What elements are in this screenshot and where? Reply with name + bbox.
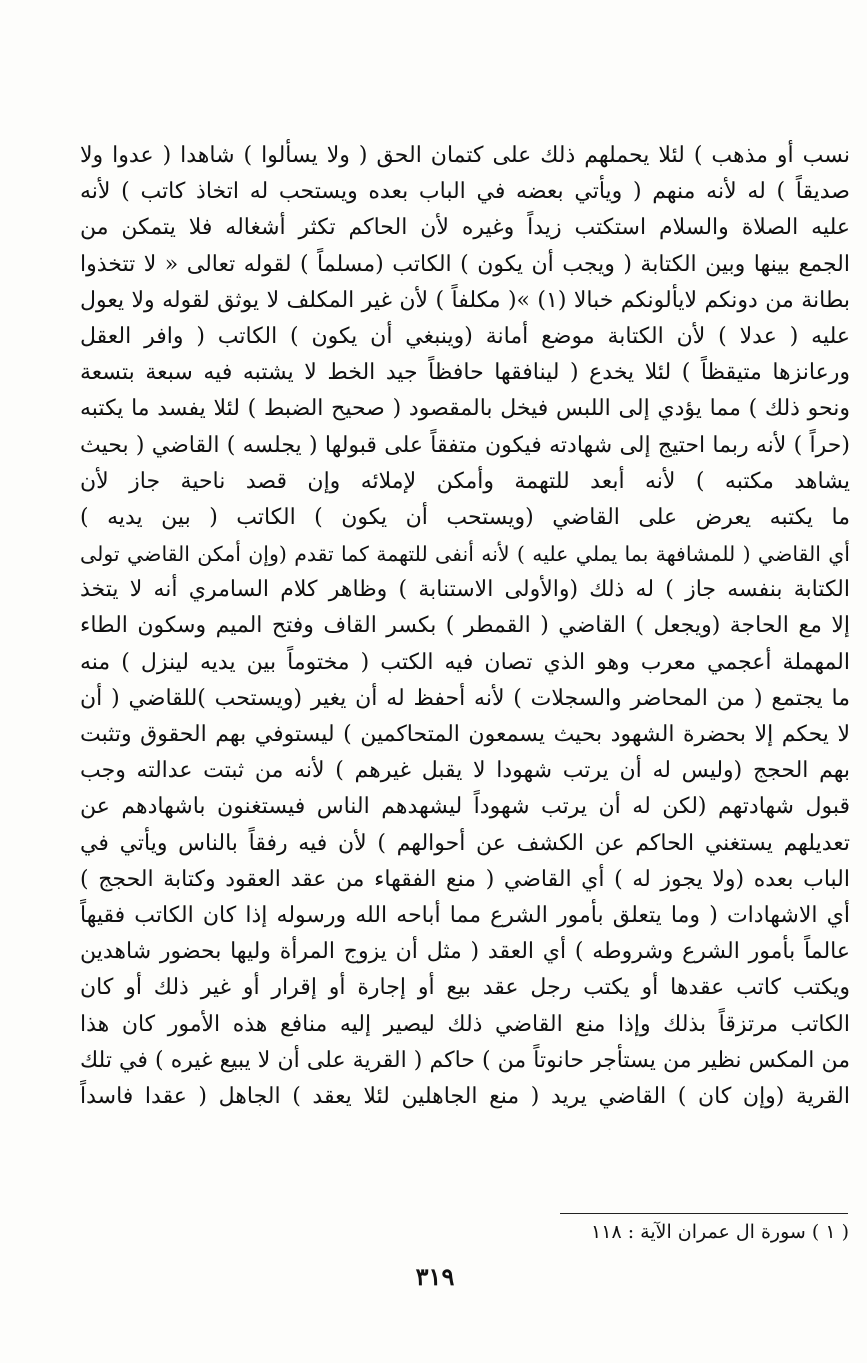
- page-number: ٣١٩: [415, 1262, 455, 1291]
- text-line: أي القاضي ( للمشافهة بما يملي عليه ) لأنه أنفى للتهمة كما تقدم (وإن أمكن القاضي تولى: [80, 542, 850, 567]
- text-line: إلا مع الحاجة (ويجعل ) القاضي ( القمطر ) بكسر القاف وفتح الميم وسكون الطاء: [80, 613, 850, 639]
- text-line: الكتابة بنفسه جاز ) له ذلك (والأولى الاستنابة ) وظاهر كلام السامري أنه لا يتخذ: [80, 577, 850, 603]
- text-line: بطانة من دونكم لايألونكم خبالا (١) »( مكلفاً ) لأن غير المكلف لا يوثق لقوله ولا يعول: [80, 287, 850, 313]
- text-line: ويكتب كاتب عقدها أو يكتب رجل عقد بيع أو إجارة أو إقرار أو غير ذلك أو كان: [80, 975, 850, 1001]
- text-line: قبول شهادتهم (لكن له أن يرتب شهوداً ليشهدهم الناس فيستغنون باشهادهم عن: [80, 794, 850, 820]
- text-line: القرية (وإن كان ) القاضي يريد ( منع الجاهلين لئلا يعقد ) الجاهل ( عقدا فاسداً: [80, 1083, 850, 1109]
- text-line: عالماً بأمور الشرع وشروطه ) أي العقد ( مثل أن يزوج المرأة وليها بحضور شاهدين: [80, 939, 850, 965]
- text-line: ونحو ذلك ) مما يؤدي إلى اللبس فيخل بالمقصود ( صحيح الضبط ) لئلا يفسد ما يكتبه: [80, 396, 850, 422]
- text-line: يشاهد مكتبه ) لأنه أبعد للتهمة وأمكن لإملائه وإن قصد ناحية جاز لأن: [80, 468, 850, 494]
- text-line: الكاتب مرتزقاً بذلك وإذا منع القاضي ذلك ليصير إليه منافع هذه الأمور كان هذا: [80, 1011, 850, 1037]
- text-line: عليه الصلاة والسلام استكتب زيداً وغيره لأن الحاكم تكثر أشغاله فلا يتمكن من: [80, 215, 850, 241]
- text-line: من المكس نظير من يستأجر حانوتاً من ) حاكم ( القرية على أن لا يبيع غيره ) في تلك: [80, 1047, 850, 1073]
- footnote-divider: [560, 1213, 848, 1214]
- text-line: المهملة أعجمي معرب وهو الذي تصان فيه الكتب ( مختوماً بين يديه لينزل ) منه: [80, 649, 850, 675]
- main-text: [80, 138, 850, 1115]
- text-line: ما يجتمع ( من المحاضر والسجلات ) لأنه أحفظ له أن يغير (ويستحب )للقاضي ( أن: [80, 685, 850, 711]
- text-line: نسب أو مذهب ) لئلا يحملهم ذلك على كتمان الحق ( ولا يسألوا ) شاهدا ( عدوا ولا: [80, 143, 850, 168]
- text-line: ورعانزها متيقظاً ) لئلا يخدع ( لينافقها حافظاً جيد الخط لا يشتبه فيه سبعة بتسعة: [80, 360, 850, 386]
- text-line: بهم الحجج (وليس له أن يرتب شهودا لا يقبل غيرهم ) لأنه من ثبتت عدالته وجب: [80, 758, 850, 784]
- text-line: عليه ( عدلا ) لأن الكتابة موضع أمانة (وينبغي أن يكون ) الكاتب ( وافر العقل: [80, 323, 850, 349]
- text-line: الباب بعده (ولا يجوز له ) أي القاضي ( منع الفقهاء من عقد العقود وكتابة الحجج ): [80, 866, 850, 892]
- text-line: تعديلهم يستغني الحاكم عن الكشف عن أحوالهم ) لأن فيه رفقاً بالناس ويأتي في: [80, 830, 850, 856]
- footnote: ( ١ ) سورة ال عمران الآية : ١١٨: [591, 1221, 849, 1243]
- text-line: الجمع بينها وبين الكتابة ( ويجب أن يكون ) الكاتب (مسلماً ) لقوله تعالى « لا تتخذوا: [80, 251, 850, 277]
- text-line: أي الاشهادات ( وما يتعلق بأمور الشرع مما أباحه الله ورسوله إذا كان الكاتب فقيهاً: [80, 902, 850, 928]
- text-line: ما يكتبه يعرض على القاضي (ويستحب أن يكون ) الكاتب ( بين يديه ): [80, 504, 850, 530]
- text-line: (حراً ) لأنه ربما احتيج إلى شهادته فيكون متفقاً على قبولها ( يجلسه ) القاضي ( بحيث: [80, 432, 850, 458]
- text-line: صديقاً ) له لأنه منهم ( ويأتي بعضه في الباب بعده ويستحب له اتخاذ كاتب ) لأنه: [80, 179, 850, 205]
- text-line: لا يحكم إلا بحضرة الشهود بحيث يسمعون المتحاكمين ) ليستوفي بهم الحقوق وتثبت: [80, 722, 850, 747]
